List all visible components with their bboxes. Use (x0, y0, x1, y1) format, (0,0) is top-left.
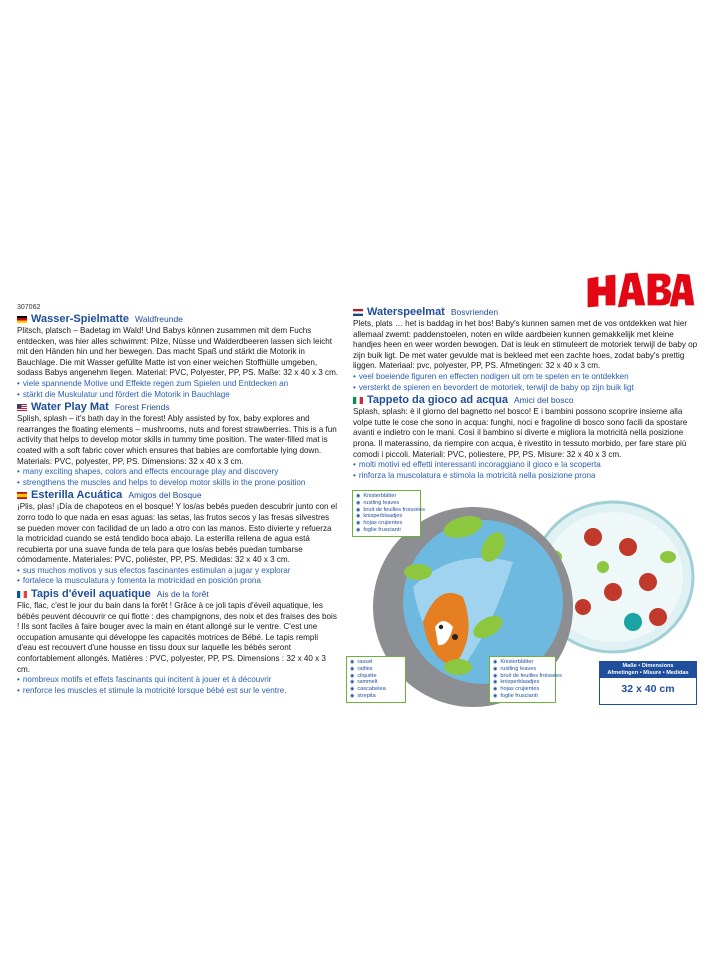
section-subtitle: Amigos del Bosque (128, 490, 202, 501)
section-es (17, 489, 339, 587)
sound-icon: ◉ (493, 659, 498, 665)
section-subtitle: Bosvrienden (450, 306, 499, 317)
bullet-item: • veel boeiende figuren en effecten nodigen uit om te spelen en te ontdekken (353, 371, 629, 381)
rustling-leaves-label: ◉ Knisterblätter ◉ rustling leaves ◉ bruit de feuilles froissées ◉ knisperblaadjes ◉ hojas crujientes ◉ foglie fruscianti (352, 490, 421, 537)
sound-icon: ◉ (356, 499, 361, 506)
section-title: Waterspeelmat (367, 306, 445, 318)
bullet-item: • many exciting shapes, colors and effects encourage play and discovery (17, 467, 279, 477)
dutch-flag-icon (353, 309, 363, 316)
sound-icon: ◉ (493, 679, 498, 686)
sound-icon: ◉ (493, 686, 498, 693)
sound-icon: ◉ (350, 692, 355, 699)
spanish-flag-icon (17, 492, 27, 499)
section-title: Tapis d'éveil aquatique (31, 588, 151, 601)
sound-icon: ◉ (356, 520, 361, 527)
bullet-item: • nombreux motifs et effets fascinants qui incitent à jouer et à découvrir (17, 675, 272, 685)
section-title: Water Play Mat (31, 401, 109, 414)
rustling-leaves-label-2: ◉ Knisterblätter ◉ rustling leaves ◉ bruit de feuilles froissées ◉ knisperblaadjes ◉ hojas crujientes ◉ foglie fruscianti (489, 656, 556, 703)
section-de (17, 313, 339, 400)
sound-icon: ◉ (356, 493, 361, 499)
bullet-item: • sus muchos motivos y sus efectos fascinantes estimulan a jugar y explorar (17, 565, 291, 575)
section-en (17, 401, 339, 488)
section-body: Splash, splash: è il giorno del bagnetto nel bosco! E i bambini possono scoprire insieme alla volpe tutte le cose che sono in acqua: funghi, noci e fragoline di bosco sono facili da spostare avanti e indietro con le mani. Così il bambino si diverte e migliora la motricità nella posizione prona. Il materassino, da riempire con acqua, è rivestito in tessuto morbido, per fare stare più comodi i piccoli. Materiali: PVC, poliestere, PP, PS. Misure: 32 x 40 x 3 cm. (353, 407, 688, 459)
bullet-item: • viele spannende Motive und Effekte regen zum Spielen und Entdecken an (17, 378, 289, 388)
section-it (353, 394, 698, 481)
french-flag-icon (17, 591, 27, 598)
sound-icon: ◉ (350, 679, 355, 686)
sound-icon: ◉ (356, 513, 361, 520)
section-title: Tappeto da gioco ad acqua (367, 394, 508, 407)
bullet-item: • rinforza la muscolatura e stimola la motricità nella posizione prona (353, 470, 596, 480)
sound-icon: ◉ (356, 526, 361, 533)
dimensions-box (599, 661, 697, 705)
german-flag-icon (17, 316, 27, 323)
sound-icon: ◉ (350, 665, 355, 672)
section-title: Wasser-Spielmatte (31, 313, 130, 325)
section-body: Plets, plats … het is baddag in het bos! Baby's kunnen samen met de vos ontdekken wat hier allemaal zwemt: paddenstoelen, noten en wilde aardbeien kunnen gemakkelijk met kleine handjes heen en weer worden bewogen. Dat is leuk en stimuleert de motoriek terwijl de baby op zijn buik ligt. De met water gevulde mat is bekleed met een zachte hoes, zodat baby's prettig liggen. Materiaal: pvc, polyester, PP, PS. Afmetingen: 32 x 40 x 3 cm. (353, 319, 698, 371)
dimensions-value: 32 x 40 cm (621, 683, 675, 695)
left-text-column (17, 304, 339, 696)
section-subtitle: Ais de la forêt (156, 588, 209, 599)
italian-flag-icon (353, 397, 363, 404)
bullet-item: • fortalece la musculatura y fomenta la motricidad en posición prona (17, 576, 261, 586)
sound-icon: ◉ (493, 672, 498, 679)
bullet-item: • versterkt de spieren en bevordert de motoriek, terwijl de baby op zijn buik ligt (353, 382, 634, 392)
section-body: Plitsch, platsch – Badetag im Wald! Und Babys können zusammen mit dem Fuchs entdecken, was hier alles schwimmt: Pilze, Nüsse und Walderdbeeren lassen sich leicht mit den Händen hin und her bewegen. Das macht Spaß und stärkt die Motorik in Bauchlage. Die mit Wasser gefüllte Matte ist von einer weichen Stoffhülle umgeben, sodass Babys angenehm liegen. Material: PVC, Polyester, PP, PS. Maße: 32 x 40 x 3 cm. (17, 326, 339, 378)
bullet-item: • renforce les muscles et stimule la motricité lorsque bébé est sur le ventre. (17, 685, 287, 695)
section-subtitle: Amici del bosco (513, 394, 574, 405)
article-number: 307062 (17, 304, 41, 311)
bullet-item: • stärkt die Muskulatur und fördert die Motorik in Bauchlage (17, 389, 230, 399)
sound-icon: ◉ (493, 692, 498, 699)
section-subtitle: Forest Friends (114, 401, 170, 412)
sound-icon: ◉ (350, 672, 355, 679)
section-nl (353, 306, 698, 393)
sound-icon: ◉ (350, 686, 355, 693)
right-text-column (353, 306, 698, 481)
sound-icon: ◉ (350, 659, 355, 665)
bullet-item: • strengthens the muscles and helps to develop motor skills in the prone position (17, 477, 306, 487)
rattles-label: ◉ rassel ◉ rattles ◉ cliquète ◉ rammelt ◉ cascabelea ◉ strepita (346, 656, 406, 703)
sound-icon: ◉ (493, 665, 498, 672)
section-body: Splish, splash – it's bath day in the forest! Ably assisted by fox, baby explores and rearranges the floating elements – mushrooms, nuts and forest strawberries. This is a fun activity that helps to develop motor skills in tummy time position. The water-filled mat is coated with a soft fabric cover which ensures that babies are comfortable lying down. Materials: PVC, polyester, PP, PS. Dimensions: 32 x 40 x 3 cm. (17, 414, 337, 466)
us-flag-icon (17, 404, 27, 411)
dimensions-header: Maße • Dimensions Afmetingen • Misure • Medidas (600, 662, 696, 678)
bullet-item: • molti motivi ed effetti interessanti incoraggiano il gioco e la scoperta (353, 460, 601, 470)
section-fr (17, 588, 339, 696)
section-title: Esterilla Acuática (31, 489, 123, 502)
section-body: Flic, flac, c'est le jour du bain dans la forêt ! Grâce à ce joli tapis d'éveil aquatique, les bébés peuvent découvrir ce qui flotte : des champignons, des noix et des fraises des bois ! Ils sont faciles à faire bouger avec la main en étant allongé sur le ventre. C'est une occupation amusante qui développe les capacités motrices de Bébé. Le tapis rempli d'eau est recouvert d'une housse en tissu doux sur laquelle les bébés seront confortablement allongés. Matières : PVC, polyester, PP, PS. Dimensions : 32 x 40 x 3 cm. (17, 601, 337, 674)
section-subtitle: Waldfreunde (135, 313, 183, 324)
section-body: ¡Plis, plas! ¡Día de chapoteos en el bosque! Y los/as bebés pueden descubrir junto con el zorro todo lo que nada en esas aguas: las setas, las frutos secos y las fresas silvestres se pueden mover con facilidad de un lado a otro con las manos. Esto divierte y refuerza la motricidad cuando se está tendido boca abajo. La esterilla rellena de agua está recubierta por una suave funda de tela para que los/as bebés puedan tumbarse cómodamente. Materiales: PVC, poliéster, PP, PS. Medidas: 32 x 40 x 3 cm. (17, 502, 338, 565)
sound-icon: ◉ (356, 506, 361, 513)
